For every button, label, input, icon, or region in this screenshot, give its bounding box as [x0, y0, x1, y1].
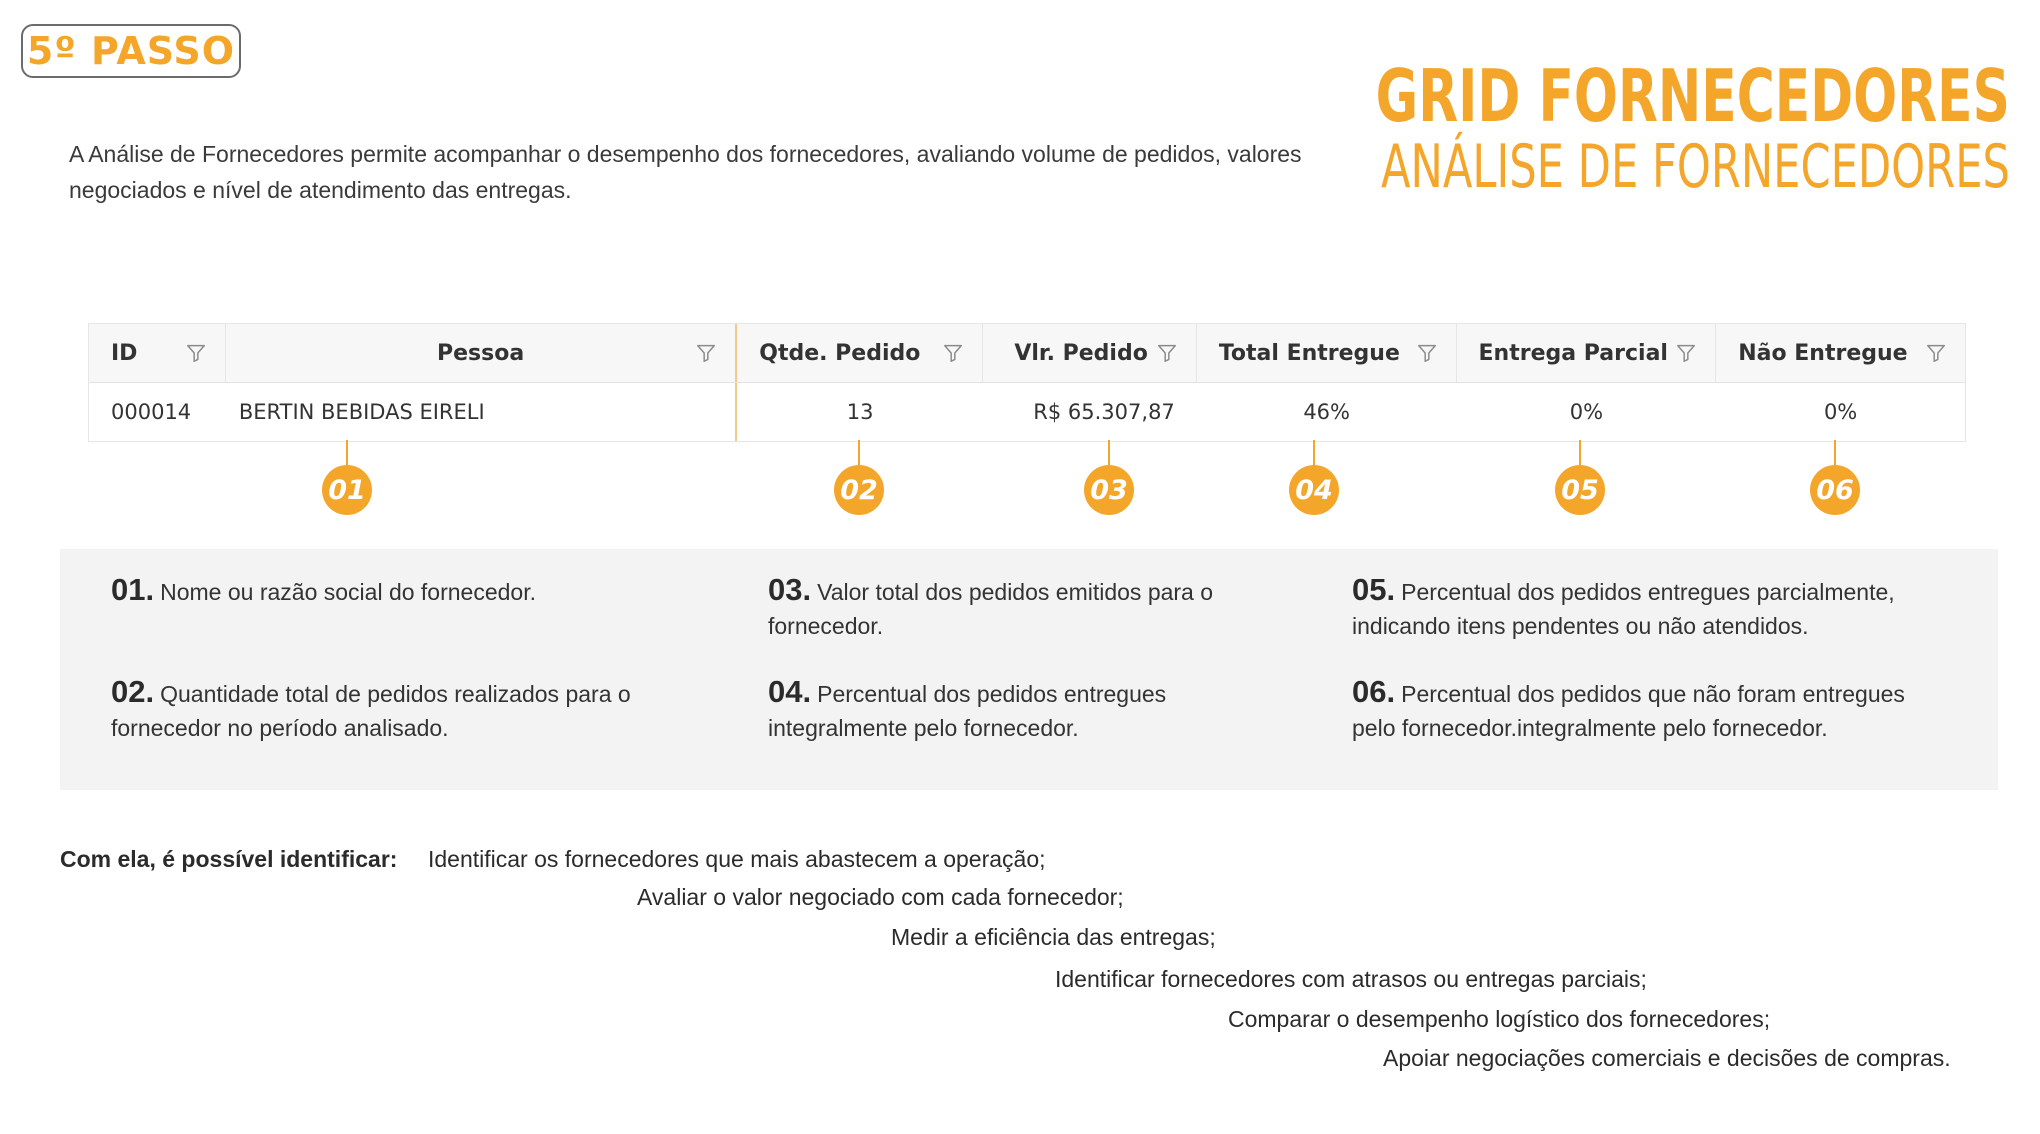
marker-06: [1810, 465, 1860, 515]
legend-text: Percentual dos pedidos entregues parcialmente, indicando itens pendentes ou não atendidos.: [1352, 579, 1895, 639]
marker-badge: 03: [1084, 465, 1134, 515]
column-header-label: ID: [111, 340, 138, 366]
filter-icon[interactable]: [1416, 342, 1438, 364]
column-header-label: Vlr. Pedido: [1014, 340, 1148, 366]
cell-total-entregue: 46%: [1303, 400, 1350, 424]
column-header-nao-entregue[interactable]: [1716, 324, 1965, 382]
cell-entrega-parcial: 0%: [1569, 400, 1604, 424]
grid-header-row: [89, 324, 1965, 383]
legend-number: 02.: [111, 674, 155, 709]
intro-text: A Análise de Fornecedores permite acompanhar o desempenho dos fornecedores, avaliando volume de pedidos, valores negociados e nível de atendimento das entregas.: [69, 141, 1302, 203]
marker-badge: 04: [1289, 465, 1339, 515]
marker-badge: 01: [322, 465, 372, 515]
column-header-pessoa[interactable]: [226, 324, 737, 382]
step-badge: 5º PASSO: [21, 24, 241, 78]
possible-label: Com ela, é possível identificar:: [60, 846, 398, 872]
column-header-entrega-parcial[interactable]: [1457, 324, 1717, 382]
legend-number: 06.: [1352, 674, 1396, 709]
list-item: Apoiar negociações comerciais e decisões de compras.: [1383, 1045, 1951, 1071]
marker-01: [322, 465, 372, 515]
legend-item-01: [111, 573, 711, 609]
column-header-label: Não Entregue: [1738, 340, 1908, 366]
column-header-qtde-pedido[interactable]: [737, 324, 983, 382]
legend-text: Percentual dos pedidos entregues integralmente pelo fornecedor.: [768, 681, 1167, 741]
list-item: Identificar fornecedores com atrasos ou entregas parciais;: [1055, 966, 1647, 992]
page-subtitle: ANÁLISE DE FORNECEDORES: [1381, 132, 2010, 202]
table-row[interactable]: [89, 383, 1965, 441]
legend-panel: [60, 549, 1998, 790]
filter-icon[interactable]: [1675, 342, 1697, 364]
column-header-vlr-pedido[interactable]: [983, 324, 1197, 382]
legend-number: 01.: [111, 572, 155, 607]
list-item: Identificar os fornecedores que mais abastecem a operação;: [428, 846, 1046, 872]
column-header-total-entregue[interactable]: [1197, 324, 1457, 382]
legend-text: Valor total dos pedidos emitidos para o fornecedor.: [768, 579, 1214, 639]
cell-pessoa: BERTIN BEBIDAS EIRELI: [226, 383, 737, 441]
legend-number: 05.: [1352, 572, 1396, 607]
filter-icon[interactable]: [1925, 342, 1947, 364]
cell-nao-entregue: 0%: [1823, 400, 1858, 424]
marker-04: [1289, 465, 1339, 515]
column-header-id[interactable]: [89, 324, 226, 382]
marker-03: [1084, 465, 1134, 515]
column-header-label: Entrega Parcial: [1478, 340, 1668, 366]
legend-item-06: [1352, 675, 1952, 745]
list-item: Medir a eficiência das entregas;: [891, 924, 1216, 950]
legend-number: 03.: [768, 572, 812, 607]
filter-icon[interactable]: [185, 342, 207, 364]
marker-badge: 06: [1810, 465, 1860, 515]
legend-item-04: [768, 675, 1288, 745]
cell-vlr-pedido: R$ 65.307,87: [1033, 400, 1175, 424]
legend-text: Percentual dos pedidos que não foram entregues pelo fornecedor.integralmente pelo fornecedor.: [1352, 681, 1905, 741]
legend-text: Quantidade total de pedidos realizados para o fornecedor no período analisado.: [111, 681, 631, 741]
marker-badge: 05: [1555, 465, 1605, 515]
filter-icon[interactable]: [1156, 342, 1178, 364]
filter-icon[interactable]: [695, 342, 717, 364]
page-title: GRID FORNECEDORES: [1375, 54, 2010, 138]
list-item: Avaliar o valor negociado com cada fornecedor;: [637, 884, 1124, 910]
filter-icon[interactable]: [942, 342, 964, 364]
suppliers-grid: [88, 323, 1966, 442]
legend-item-02: [111, 675, 671, 745]
marker-badge: 02: [834, 465, 884, 515]
legend-item-05: [1352, 573, 1942, 643]
list-item: Comparar o desempenho logístico dos fornecedores;: [1228, 1006, 1771, 1032]
legend-item-03: [768, 573, 1288, 643]
cell-id: 000014: [111, 400, 192, 424]
legend-number: 04.: [768, 674, 812, 709]
column-header-label: Pessoa: [436, 340, 525, 366]
marker-02: [834, 465, 884, 515]
column-header-label: Total Entregue: [1218, 340, 1400, 366]
legend-text: Nome ou razão social do fornecedor.: [160, 579, 536, 605]
marker-05: [1555, 465, 1605, 515]
column-header-label: Qtde. Pedido: [759, 340, 921, 366]
cell-qtde-pedido: 13: [846, 400, 874, 424]
